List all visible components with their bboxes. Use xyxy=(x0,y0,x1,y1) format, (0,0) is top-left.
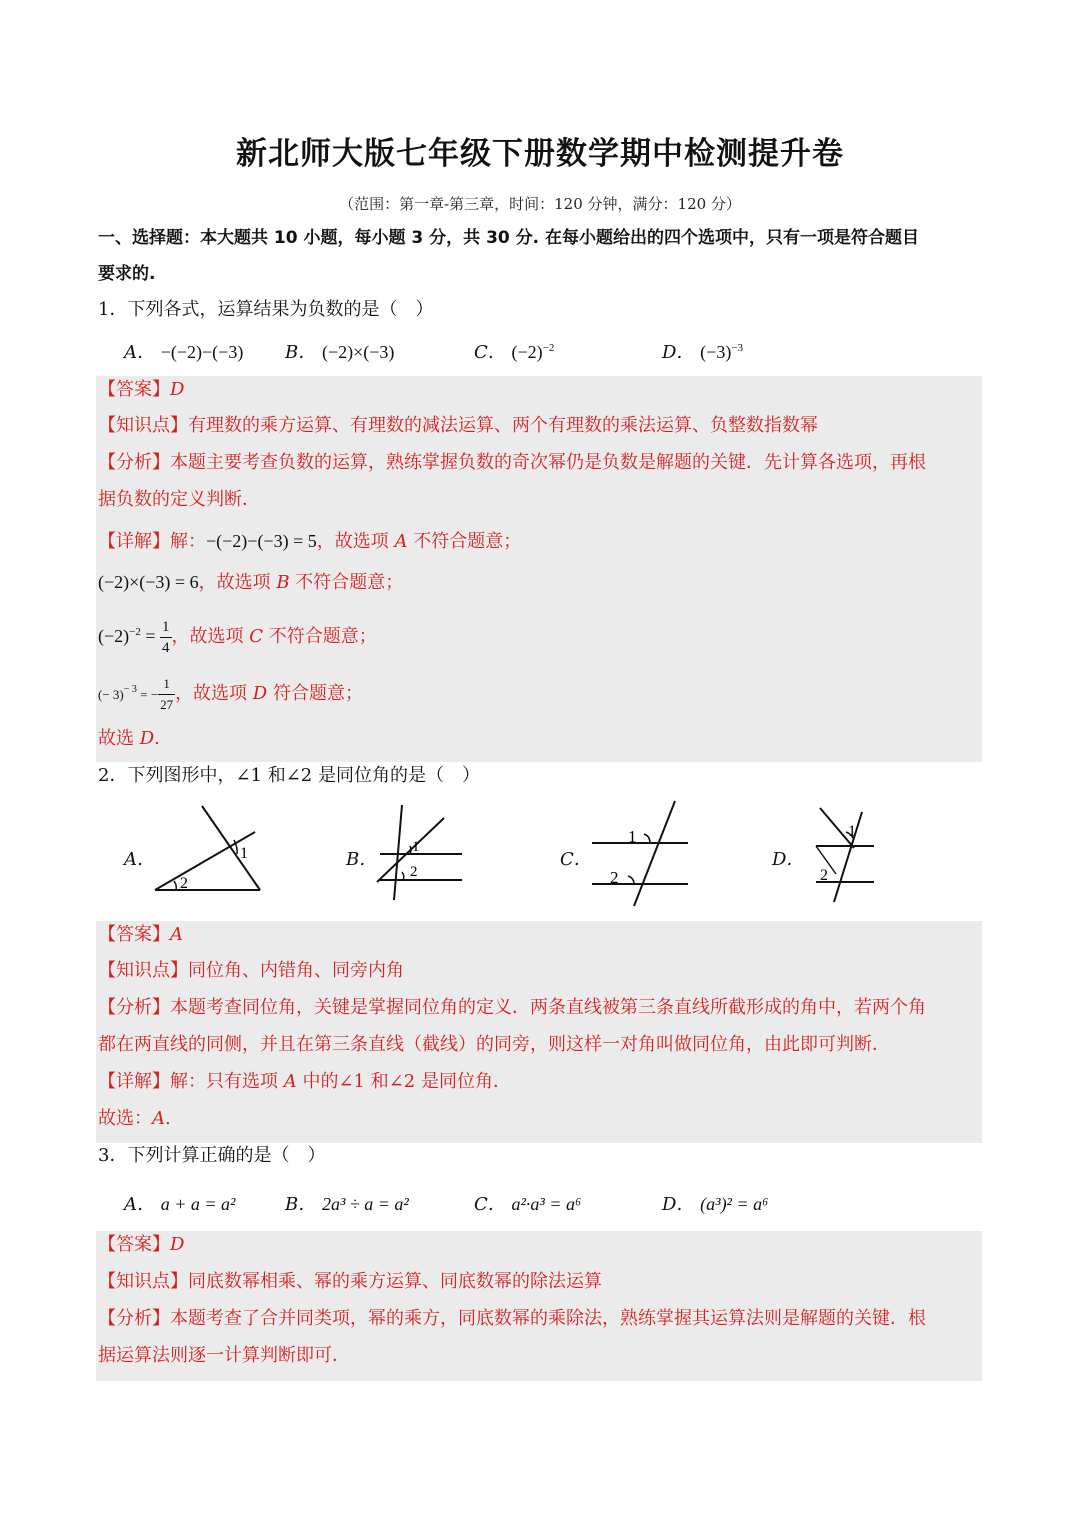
q1-conclusion xyxy=(98,727,160,751)
q1-analysis-line1 xyxy=(98,451,926,475)
answer-tag: 【答案】 xyxy=(98,379,170,400)
q3-analysis-line2: 据运算法则逐一计算判断即可． xyxy=(98,1345,350,1366)
detail-expr: −(−2)−(−3) = 5 xyxy=(206,531,317,551)
knowledge-tag: 【知识点】 xyxy=(98,1271,188,1292)
option-letter: B． xyxy=(285,1194,317,1215)
option-exponent: −3 xyxy=(731,342,744,354)
answer-tag: 【答案】 xyxy=(98,924,170,945)
detail-letter: B xyxy=(276,572,290,593)
option-letter: A． xyxy=(124,342,155,363)
detail-tag: 【详解】 xyxy=(98,531,170,552)
fraction-denominator: 27 xyxy=(160,696,174,712)
option-letter: D． xyxy=(662,1194,695,1215)
detail-tag: 【详解】 xyxy=(98,1071,170,1092)
q2-figure-d-label xyxy=(772,845,804,871)
detail-expr: (− 3) xyxy=(98,687,124,702)
detail-text: ，故选项 xyxy=(171,626,250,647)
q2-figure-c-label xyxy=(560,845,592,871)
analysis-text: 本题考查同位角，关键是掌握同位角的定义．两条直线被第三条直线所截形成的角中，若两个角 xyxy=(170,997,926,1018)
analysis-tag: 【分析】 xyxy=(98,997,170,1018)
q3-stem: 3．下列计算正确的是（ ） xyxy=(98,1145,326,1166)
conclusion-letter: A xyxy=(152,1108,165,1129)
knowledge-text: 同底数幂相乘、幂的乘方运算、同底数幂的除法运算 xyxy=(188,1271,602,1292)
q1-analysis-line2: 据负数的定义判断． xyxy=(98,489,260,510)
fraction-numerator: 1 xyxy=(160,617,172,638)
option-expr: (a³)² = a⁶ xyxy=(700,1194,769,1214)
option-expr: (−2)×(−3) xyxy=(321,342,395,362)
angle-1-label: 1 xyxy=(628,827,637,846)
q3-analysis-line1 xyxy=(98,1307,926,1331)
conclusion-text: 故选 xyxy=(98,728,140,749)
detail-exponent: −2 xyxy=(129,626,141,638)
analysis-text: 本题主要考查负数的运算，熟练掌握负数的奇次幂仍是负数是解题的关键．先计算各选项，再根 xyxy=(170,452,926,473)
q1-answer xyxy=(98,378,184,402)
knowledge-tag: 【知识点】 xyxy=(98,960,188,981)
detail-text: 符合题意； xyxy=(267,683,363,704)
option-exponent: −2 xyxy=(542,342,555,354)
detail-letter: A xyxy=(394,531,408,552)
answer-value: A xyxy=(170,924,183,945)
option-letter: C． xyxy=(474,1194,506,1215)
option-expr: a²·a³ = a⁶ xyxy=(511,1194,582,1214)
q3-knowledge xyxy=(98,1270,602,1294)
option-letter: B． xyxy=(285,342,317,363)
analysis-text: 本题考查了合并同类项，幂的乘方，同底数幂的乘除法，熟练掌握其运算法则是解题的关键．根 xyxy=(170,1308,926,1329)
answer-tag: 【答案】 xyxy=(98,1234,170,1255)
conclusion-text: . xyxy=(165,1108,171,1129)
conclusion-text: . xyxy=(154,728,160,749)
detail-expr: (−2) xyxy=(98,626,130,646)
q1-option-a xyxy=(124,338,243,364)
q1-option-b xyxy=(285,338,394,364)
q1-detail-line4 xyxy=(98,668,363,717)
detail-prefix: 解： xyxy=(170,531,206,552)
fraction-numerator: 1 xyxy=(158,674,175,695)
detail-text: 不符合题意； xyxy=(289,572,404,593)
option-expr: (−2) xyxy=(511,342,543,362)
page-title: 新北师大版七年级下册数学期中检测提升卷 xyxy=(236,136,844,172)
detail-text: ，故选项 xyxy=(198,572,277,593)
detail-exponent: − 3 xyxy=(123,684,137,695)
fraction-denominator: 4 xyxy=(162,639,170,656)
analysis-tag: 【分析】 xyxy=(98,1308,170,1329)
detail-text: 不符合题意； xyxy=(263,626,377,647)
q2-solution-box xyxy=(96,921,982,1143)
q2-figure-b xyxy=(372,800,472,905)
section-heading-line1: 一、选择题：本大题共 10 小题，每小题 3 分，共 30 分. 在每小题给出的四个选项中，只有一项是符合题目 xyxy=(98,228,920,248)
q3-option-c xyxy=(474,1190,581,1216)
detail-text: ，故选项 xyxy=(175,683,253,704)
figure-letter: C． xyxy=(560,849,592,870)
q3-option-b xyxy=(285,1190,409,1216)
q1-knowledge xyxy=(98,414,818,438)
option-expr: (−3) xyxy=(700,342,732,362)
detail-equals: = xyxy=(140,626,161,646)
detail-fraction xyxy=(160,617,172,658)
q3-option-d xyxy=(662,1190,768,1216)
q2-knowledge xyxy=(98,959,404,983)
q3-option-a xyxy=(124,1190,235,1216)
q2-analysis-line2: 都在两直线的同侧，并且在第三条直线（截线）的同旁，则这样一对角叫做同位角，由此即可判断． xyxy=(98,1034,890,1055)
figure-letter: A． xyxy=(124,849,155,870)
detail-letter: A xyxy=(283,1071,297,1092)
q2-conclusion xyxy=(98,1107,171,1131)
analysis-tag: 【分析】 xyxy=(98,452,170,473)
angle-2-label: 2 xyxy=(820,867,828,884)
q2-figure-d xyxy=(806,804,886,906)
detail-expr: (−2)×(−3) = 6 xyxy=(98,572,199,592)
q2-figure-c xyxy=(590,798,700,910)
detail-text: 不符合题意； xyxy=(407,531,522,552)
answer-value: D xyxy=(170,1234,185,1255)
detail-text: 解：只有选项 xyxy=(170,1071,284,1092)
option-expr: −(−2)−(−3) xyxy=(160,342,244,362)
angle-1-label: 1 xyxy=(848,823,856,840)
option-expr: a + a = a² xyxy=(160,1194,236,1214)
answer-value: D xyxy=(170,379,185,400)
q1-detail-line1 xyxy=(98,529,521,554)
option-letter: A． xyxy=(124,1194,155,1215)
knowledge-text: 有理数的乘方运算、有理数的减法运算、两个有理数的乘法运算、负整数指数幂 xyxy=(188,415,818,436)
angle-2-label: 2 xyxy=(180,875,188,892)
detail-text: 中的∠1 和∠2 是同位角． xyxy=(296,1071,511,1092)
option-letter: C． xyxy=(474,342,506,363)
option-expr: 2a³ ÷ a = a² xyxy=(321,1194,409,1214)
q2-figure-a xyxy=(150,800,270,900)
angle-2-label: 2 xyxy=(410,864,418,880)
detail-letter: D xyxy=(252,683,268,704)
q2-answer xyxy=(98,923,183,947)
angle-1-label: 1 xyxy=(240,845,248,862)
section-heading-line2: 要求的. xyxy=(98,264,156,284)
detail-text: ，故选项 xyxy=(316,531,395,552)
q3-answer xyxy=(98,1233,184,1257)
q2-analysis-line1 xyxy=(98,996,926,1020)
figure-letter: D． xyxy=(772,849,805,870)
q2-detail xyxy=(98,1070,511,1094)
conclusion-text: 故选： xyxy=(98,1108,152,1129)
angle-1-label: 1 xyxy=(412,839,420,855)
detail-letter: C xyxy=(249,626,264,647)
option-letter: D． xyxy=(662,342,695,363)
knowledge-text: 同位角、内错角、同旁内角 xyxy=(188,960,404,981)
conclusion-letter: D xyxy=(139,728,155,749)
q1-detail-line2 xyxy=(98,570,403,595)
q1-option-d xyxy=(662,338,743,364)
q2-stem: 2．下列图形中，∠1 和∠2 是同位角的是（ ） xyxy=(98,765,480,786)
knowledge-tag: 【知识点】 xyxy=(98,415,188,436)
q1-detail-line3 xyxy=(98,610,377,659)
page-subtitle: （范围：第一章-第三章，时间：120 分钟，满分：120 分） xyxy=(339,195,741,213)
q1-stem: 1．下列各式，运算结果为负数的是（ ） xyxy=(98,299,434,320)
figure-letter: B． xyxy=(346,849,378,870)
angle-2-label: 2 xyxy=(610,868,619,887)
detail-equals: = − xyxy=(136,687,159,702)
detail-fraction xyxy=(158,674,175,715)
q1-option-c xyxy=(474,338,554,364)
